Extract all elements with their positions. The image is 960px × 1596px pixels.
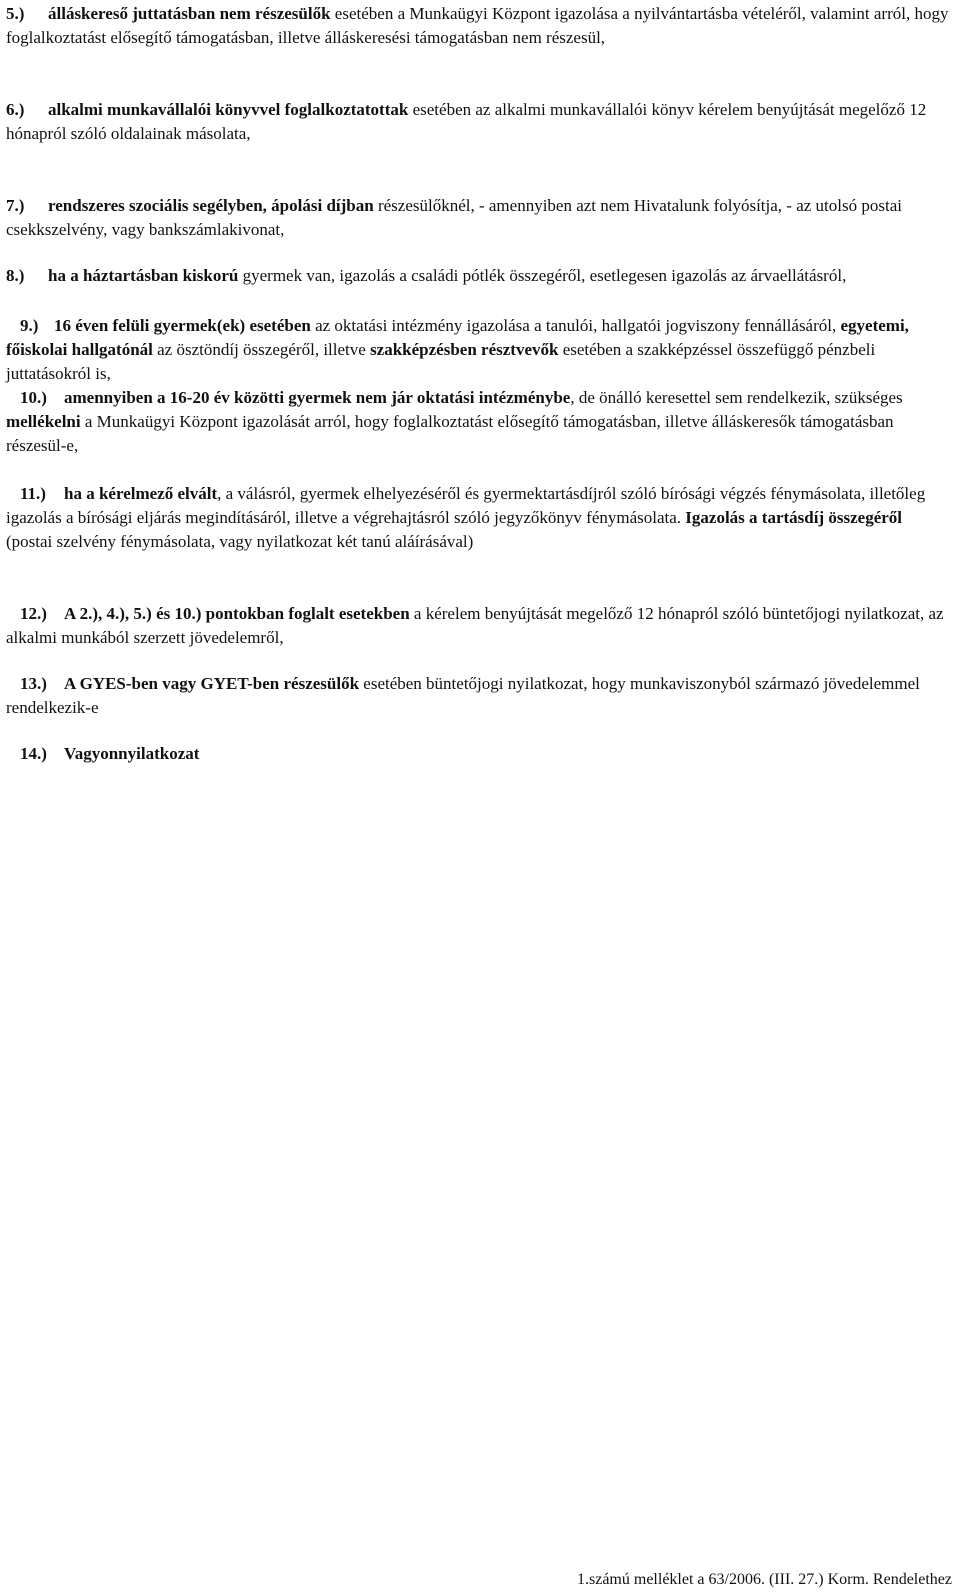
item-emphasis: szakképzésben résztvevők (370, 340, 559, 359)
item-number: 10.) (20, 388, 47, 407)
list-item-12 (6, 602, 952, 650)
list-item-10 (6, 386, 952, 458)
list-item-13 (6, 672, 952, 720)
list-item-8 (6, 264, 952, 288)
item-text: (postai szelvény fénymásolata, vagy nyilatkozat két tanú aláírásával) (6, 532, 474, 551)
item-emphasis: egyetemi, főiskolai hallgatónál (6, 316, 909, 359)
item-text: , a válásról, gyermek elhelyezéséről és gyermektartásdíjról szóló bírósági végzés fénymásolata, illetőleg igazolás a bírósági eljárás megindításáról, illetve a végrehajtásról szóló jegyzőkönyv fénymásolata. (6, 484, 926, 527)
item-number: 5.) (6, 4, 25, 23)
item-text: esetében a szakképzéssel összefüggő pénzbeli juttatásokról is, (6, 340, 876, 383)
item-emphasis: alkalmi munkavállalói könyvvel foglalkoztatottak (48, 100, 409, 119)
item-emphasis: 16 éven felüli gyermek(ek) esetében (54, 316, 311, 335)
item-emphasis: álláskereső juttatásban nem részesülők (48, 4, 331, 23)
list-item-9 (6, 314, 952, 386)
item-number: 6.) (6, 100, 25, 119)
item-number: 13.) (20, 674, 47, 693)
item-emphasis: rendszeres szociális segélyben, ápolási díjban (48, 196, 374, 215)
item-emphasis: A 2.), 4.), 5.) és 10.) pontokban foglalt esetekben (64, 604, 410, 623)
item-text: gyermek van, igazolás a családi pótlék összegéről, esetlegesen igazolás az árvaellátásról, (238, 266, 847, 285)
item-emphasis: Igazolás a tartásdíj összegéről (685, 508, 903, 527)
item-text: esetében a Munkaügyi Központ igazolása a nyilvántartásba vételéről, valamint arról, hogy foglalkoztatást elősegítő támogatásban, illetve álláskeresési támogatásban nem részesül, (6, 4, 949, 47)
item-text: esetében büntetőjogi nyilatkozat, hogy munkaviszonyból származó jövedelemmel rendelkezik-e (6, 674, 920, 717)
item-emphasis: A GYES-ben vagy GYET-ben részesülők (64, 674, 360, 693)
list-item-14 (6, 742, 952, 766)
item-text: , de önálló keresettel sem rendelkezik, szükséges (570, 388, 903, 407)
page-footer: 1.számú melléklet a 63/2006. (III. 27.) Korm. Rendelethez (577, 1571, 952, 1588)
item-text: az ösztöndíj összegéről, illetve (152, 340, 371, 359)
item-emphasis: mellékelni (6, 412, 81, 431)
item-number: 7.) (6, 196, 25, 215)
item-emphasis: ha a háztartásban kiskorú (48, 266, 239, 285)
list-item-7 (6, 194, 952, 242)
list-item-5 (6, 2, 952, 50)
item-emphasis: ha a kérelmező elvált (64, 484, 218, 503)
item-number: 8.) (6, 266, 25, 285)
list-item-11 (6, 482, 952, 554)
item-text: részesülőknél, - amennyiben azt nem Hivatalunk folyósítja, - az utolsó postai csekkszelvény, vagy bankszámlakivonat, (6, 196, 902, 239)
item-number: 14.) (20, 744, 47, 763)
item-number: 9.) (20, 316, 39, 335)
item-number: 12.) (20, 604, 47, 623)
item-number: 11.) (20, 484, 46, 503)
item-text: esetében az alkalmi munkavállalói könyv kérelem benyújtását megelőző 12 hónapról szóló oldalainak másolata, (6, 100, 927, 143)
list-item-6 (6, 98, 952, 146)
item-emphasis: Vagyonnyilatkozat (64, 744, 200, 763)
item-text: a kérelem benyújtását megelőző 12 hónapról szóló büntetőjogi nyilatkozat, az alkalmi munkából szerzett jövedelemről, (6, 604, 944, 647)
item-text: a Munkaügyi Központ igazolását arról, hogy foglalkoztatást elősegítő támogatásban, illetve álláskeresők támogatásban részesül-e, (6, 412, 894, 455)
item-text: az oktatási intézmény igazolása a tanulói, hallgatói jogviszony fennállásáról, (310, 316, 841, 335)
item-emphasis: amennyiben a 16-20 év közötti gyermek nem jár oktatási intézménybe (64, 388, 571, 407)
